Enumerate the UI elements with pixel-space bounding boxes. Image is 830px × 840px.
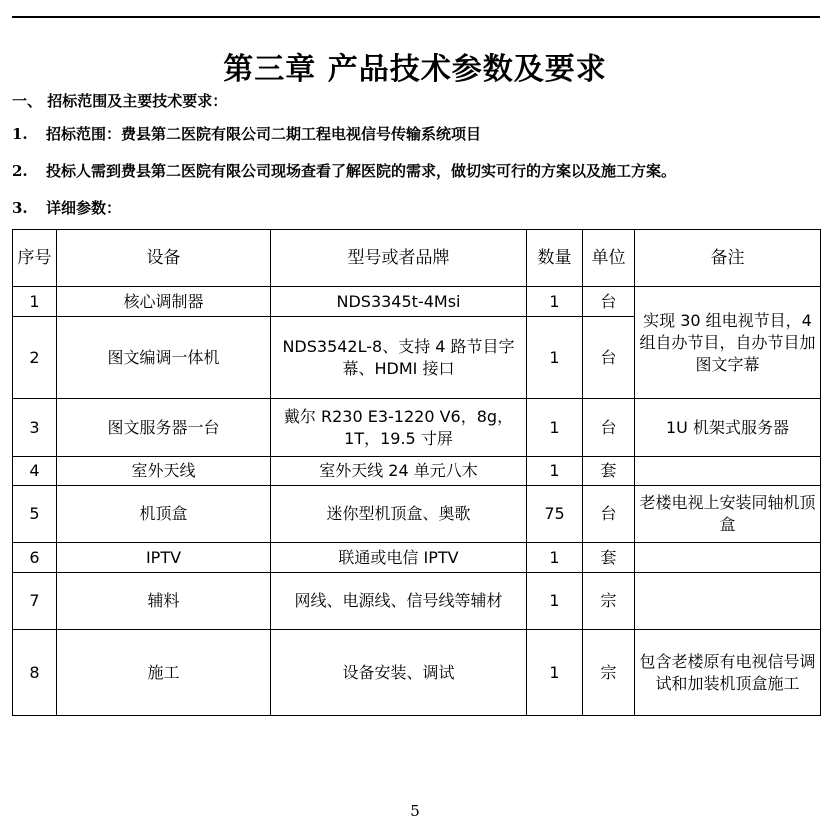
cell-unit: 台 bbox=[583, 486, 635, 543]
table-row bbox=[13, 287, 821, 317]
cell-device: 机顶盒 bbox=[57, 486, 271, 543]
list-item-text: 投标人需到费县第二医院有限公司现场查看了解医院的需求，做切实可行的方案以及施工方案。 bbox=[46, 162, 677, 180]
table-row bbox=[13, 457, 821, 486]
table-row bbox=[13, 486, 821, 543]
cell-note bbox=[635, 457, 821, 486]
header-unit: 单位 bbox=[583, 230, 635, 287]
cell-qty: 1 bbox=[527, 317, 583, 399]
page-number: 5 bbox=[410, 802, 420, 820]
cell-qty: 1 bbox=[527, 543, 583, 573]
list-item-text: 招标范围：费县第二医院有限公司二期工程电视信号传输系统项目 bbox=[46, 125, 482, 143]
cell-note: 包含老楼原有电视信号调试和加装机顶盒施工 bbox=[635, 630, 821, 716]
cell-unit: 台 bbox=[583, 317, 635, 399]
cell-model: NDS3345t-4Msi bbox=[271, 287, 527, 317]
table-row bbox=[13, 630, 821, 716]
cell-device: IPTV bbox=[57, 543, 271, 573]
table-row bbox=[13, 543, 821, 573]
header-rule bbox=[12, 16, 820, 18]
spec-table bbox=[12, 229, 821, 716]
cell-model: 网线、电源线、信号线等辅材 bbox=[271, 573, 527, 630]
cell-device: 核心调制器 bbox=[57, 287, 271, 317]
cell-model: 设备安装、调试 bbox=[271, 630, 527, 716]
cell-note bbox=[635, 543, 821, 573]
cell-unit: 宗 bbox=[583, 630, 635, 716]
cell-unit: 台 bbox=[583, 399, 635, 457]
page-title: 第三章 产品技术参数及要求 bbox=[223, 52, 607, 87]
cell-qty: 1 bbox=[527, 630, 583, 716]
table-row bbox=[13, 399, 821, 457]
cell-no: 6 bbox=[13, 543, 57, 573]
cell-no: 1 bbox=[13, 287, 57, 317]
cell-qty: 1 bbox=[527, 287, 583, 317]
cell-no: 8 bbox=[13, 630, 57, 716]
header-no: 序号 bbox=[13, 230, 57, 287]
cell-device: 辅料 bbox=[57, 573, 271, 630]
list-item-text: 详细参数： bbox=[46, 199, 122, 217]
list-item-number: 2. bbox=[12, 162, 28, 180]
cell-note: 老楼电视上安装同轴机顶盒 bbox=[635, 486, 821, 543]
header-note: 备注 bbox=[635, 230, 821, 287]
cell-device: 施工 bbox=[57, 630, 271, 716]
table-header-row bbox=[13, 230, 821, 287]
cell-model: NDS3542L-8、支持 4 路节目字幕、HDMI 接口 bbox=[271, 317, 527, 399]
cell-qty: 75 bbox=[527, 486, 583, 543]
table-row bbox=[13, 573, 821, 630]
list-item-number: 1. bbox=[12, 125, 28, 143]
cell-model: 迷你型机顶盒、奥歌 bbox=[271, 486, 527, 543]
cell-unit: 套 bbox=[583, 457, 635, 486]
cell-no: 5 bbox=[13, 486, 57, 543]
cell-note-merged: 实现 30 组电视节目，4 组自办节目，自办节目加图文字幕 bbox=[635, 287, 821, 399]
list-item bbox=[12, 160, 676, 181]
cell-qty: 1 bbox=[527, 399, 583, 457]
cell-no: 7 bbox=[13, 573, 57, 630]
list-item bbox=[12, 123, 481, 144]
cell-note bbox=[635, 573, 821, 630]
list-item bbox=[12, 197, 121, 218]
header-device: 设备 bbox=[57, 230, 271, 287]
cell-model: 戴尔 R230 E3-1220 V6，8g，1T，19.5 寸屏 bbox=[271, 399, 527, 457]
cell-unit: 套 bbox=[583, 543, 635, 573]
header-model: 型号或者品牌 bbox=[271, 230, 527, 287]
cell-model: 联通或电信 IPTV bbox=[271, 543, 527, 573]
cell-qty: 1 bbox=[527, 573, 583, 630]
cell-no: 4 bbox=[13, 457, 57, 486]
cell-model: 室外天线 24 单元八木 bbox=[271, 457, 527, 486]
cell-no: 3 bbox=[13, 399, 57, 457]
section-heading: 一、 招标范围及主要技术要求： bbox=[12, 92, 228, 110]
cell-device: 图文编调一体机 bbox=[57, 317, 271, 399]
cell-no: 2 bbox=[13, 317, 57, 399]
cell-unit: 台 bbox=[583, 287, 635, 317]
header-qty: 数量 bbox=[527, 230, 583, 287]
cell-qty: 1 bbox=[527, 457, 583, 486]
cell-device: 室外天线 bbox=[57, 457, 271, 486]
cell-device: 图文服务器一台 bbox=[57, 399, 271, 457]
list-item-number: 3. bbox=[12, 199, 28, 217]
cell-note: 1U 机架式服务器 bbox=[635, 399, 821, 457]
cell-unit: 宗 bbox=[583, 573, 635, 630]
